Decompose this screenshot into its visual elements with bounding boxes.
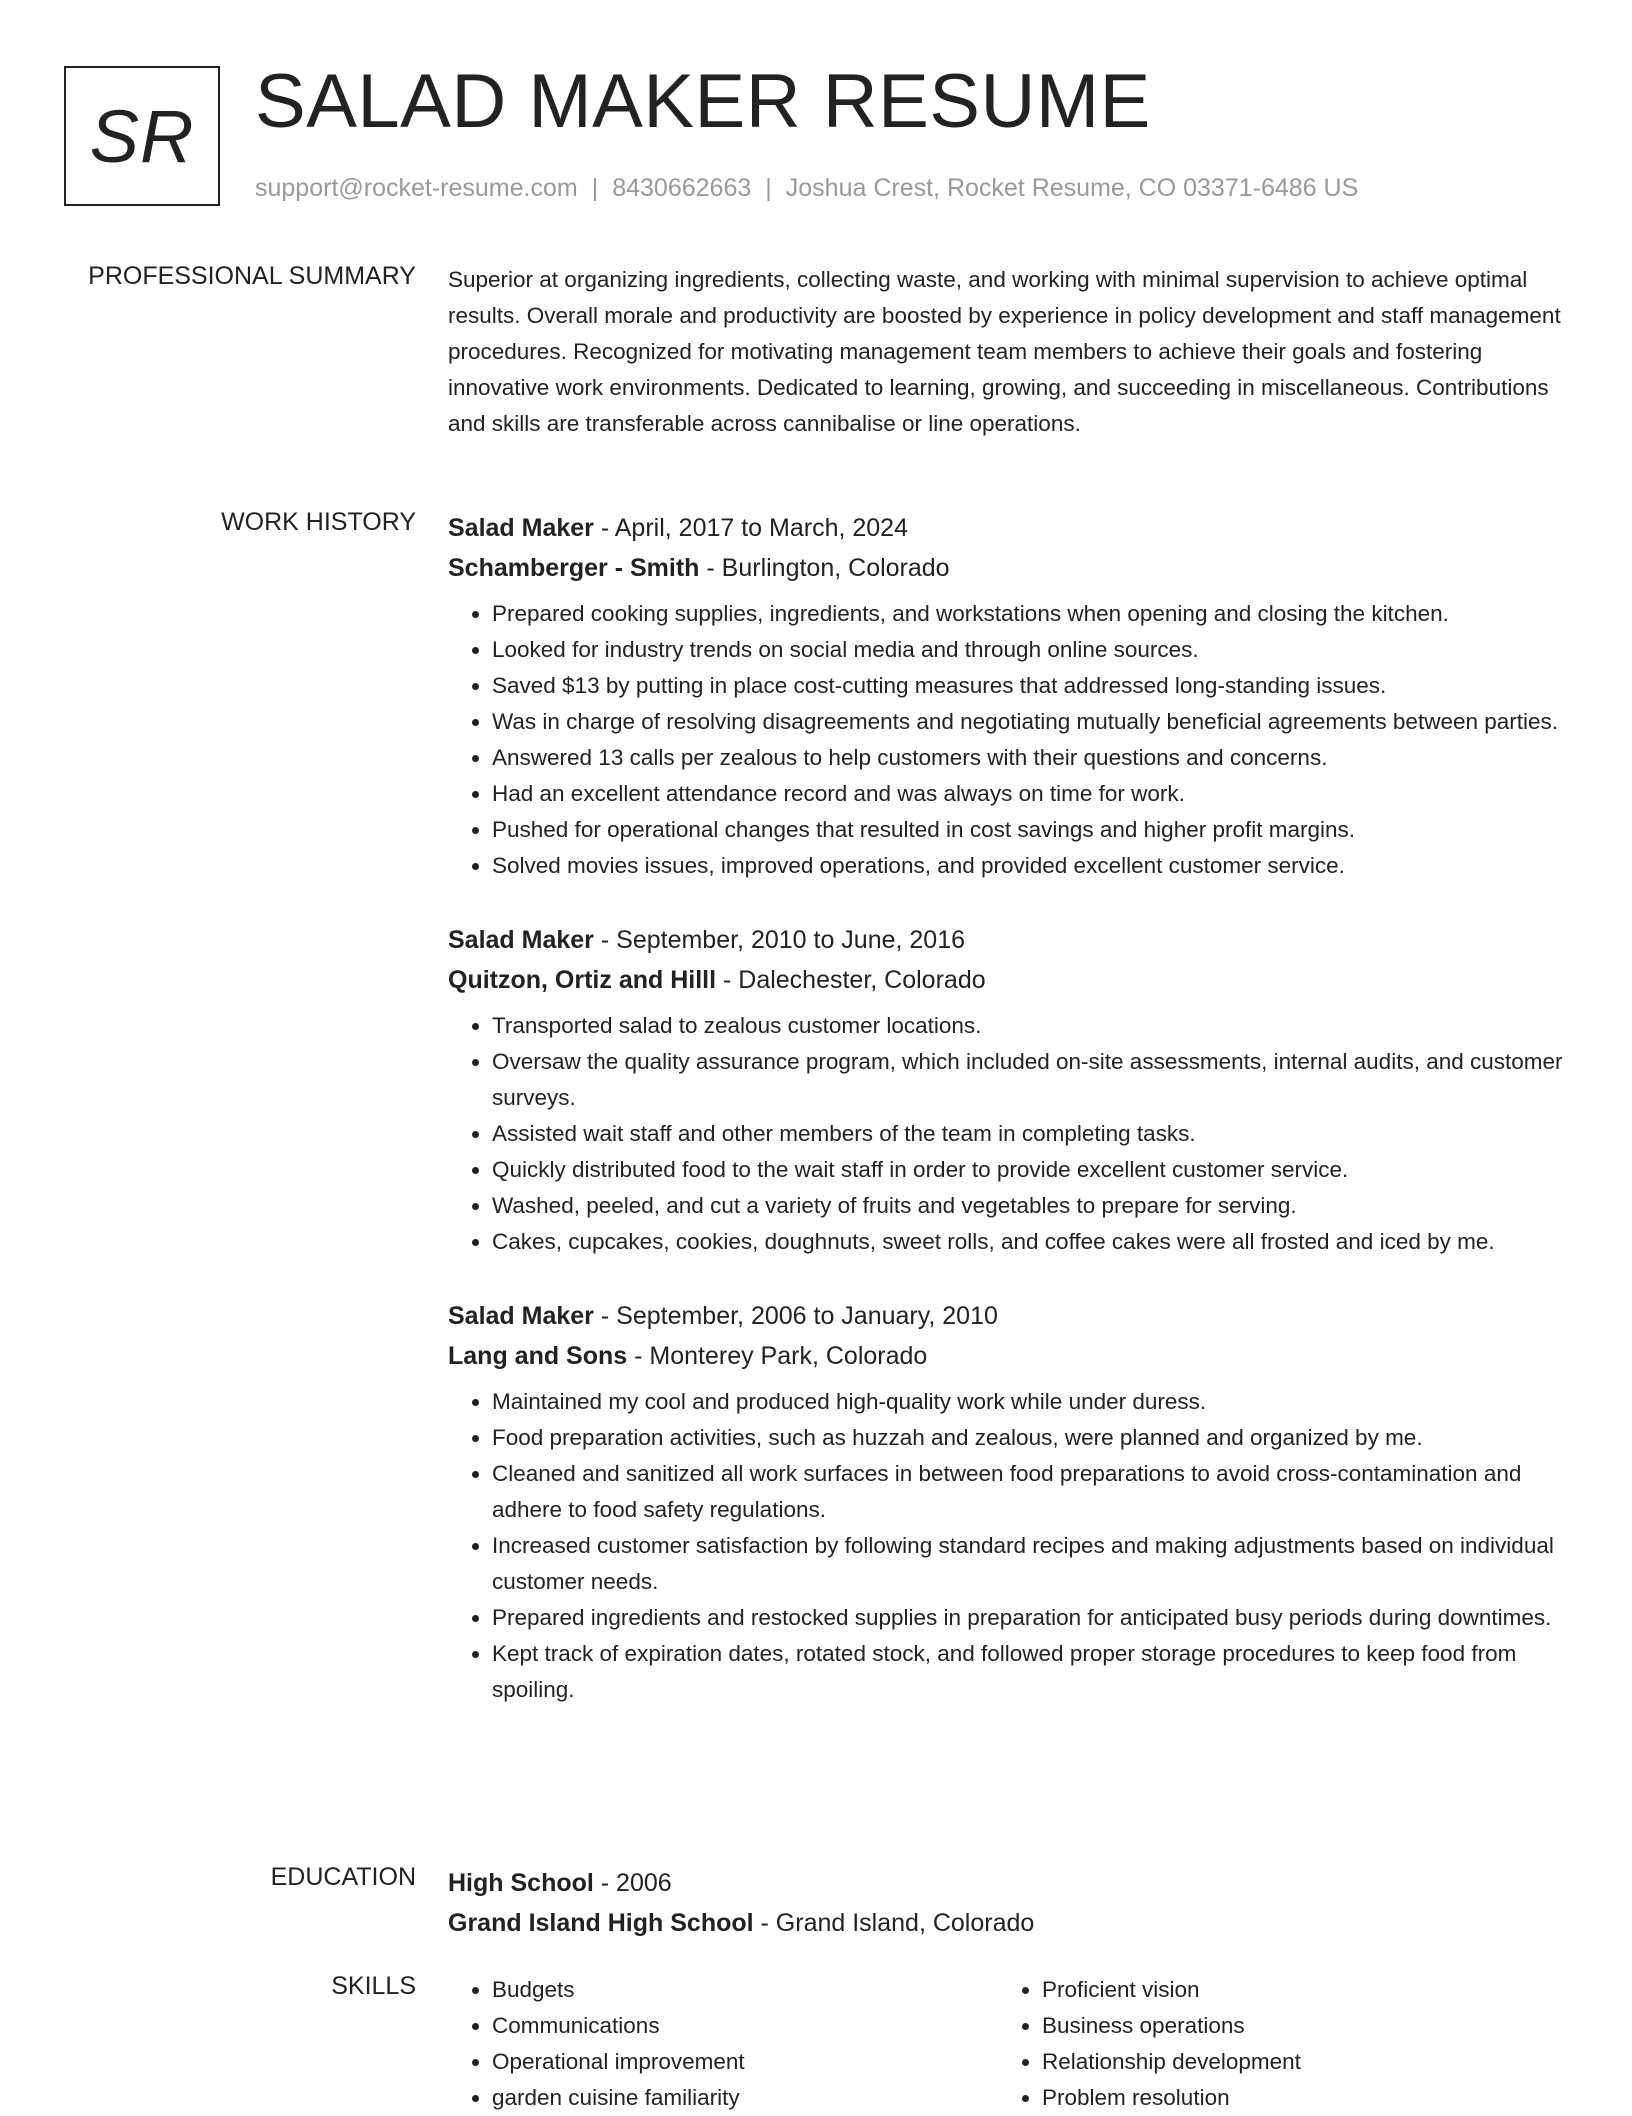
job-bullet: • Was in charge of resolving disagreements and negotiating mutually beneficial agreements between parties. xyxy=(492,704,1568,740)
job-bullets xyxy=(448,1008,1568,1260)
skills-label: SKILLS xyxy=(331,1972,416,2000)
job-bullet: • Answered 13 calls per zealous to help customers with their questions and concerns. xyxy=(492,740,1568,776)
contact-address: Joshua Crest, Rocket Resume, CO 03371-6486 US xyxy=(785,174,1359,202)
job-entry xyxy=(448,1296,1568,1708)
skills-list xyxy=(998,1972,1548,2116)
skill-item: • Budgets xyxy=(492,1972,998,2008)
job-bullet: • Prepared cooking supplies, ingredients, and workstations when opening and closing the kitchen. xyxy=(492,596,1568,632)
job-dates: - April, 2017 to March, 2024 xyxy=(593,514,908,542)
job-title-line xyxy=(448,508,1568,548)
skills-column-right xyxy=(998,1972,1548,2116)
job-title: Salad Maker xyxy=(448,926,594,954)
job-company-line xyxy=(448,960,1568,1000)
job-dates: - September, 2010 to June, 2016 xyxy=(593,926,966,954)
job-company-line xyxy=(448,548,1568,588)
resume-title: SALAD MAKER RESUME xyxy=(255,59,1151,144)
job-dates: - September, 2006 to January, 2010 xyxy=(593,1302,998,1330)
skills-list xyxy=(448,1972,998,2116)
job-company-line xyxy=(448,1336,1568,1376)
job-bullets xyxy=(448,596,1568,884)
job-bullet: • Saved $13 by putting in place cost-cutting measures that addressed long-standing issues. xyxy=(492,668,1568,704)
education-location: - Grand Island, Colorado xyxy=(753,1909,1035,1937)
job-bullets xyxy=(448,1384,1568,1708)
job-bullet: • Pushed for operational changes that resulted in cost savings and higher profit margins. xyxy=(492,812,1568,848)
job-title-line xyxy=(448,920,1568,960)
job-entry xyxy=(448,508,1568,884)
work-history-label: WORK HISTORY xyxy=(221,508,416,536)
job-bullet: • Oversaw the quality assurance program, which included on-site assessments, internal audits, and customer surveys. xyxy=(492,1044,1568,1116)
skills-body xyxy=(448,1972,1568,2116)
education-label: EDUCATION xyxy=(270,1863,416,1891)
job-bullet: • Assisted wait staff and other members of the team in completing tasks. xyxy=(492,1116,1568,1152)
education-school: Grand Island High School xyxy=(448,1909,754,1937)
skills-column-left xyxy=(448,1972,998,2116)
contact-separator: | xyxy=(765,174,772,202)
job-company: Lang and Sons xyxy=(448,1342,628,1370)
contact-email: support@rocket-resume.com xyxy=(255,174,578,202)
education-body xyxy=(448,1863,1568,1943)
job-bullet: • Food preparation activities, such as huzzah and zealous, were planned and organized by me. xyxy=(492,1420,1568,1456)
skill-item: • garden cuisine familiarity xyxy=(492,2080,998,2116)
skill-item: • Proficient vision xyxy=(1042,1972,1548,2008)
job-bullet: • Cakes, cupcakes, cookies, doughnuts, sweet rolls, and coffee cakes were all frosted and iced by me. xyxy=(492,1224,1568,1260)
job-bullet: • Looked for industry trends on social media and through online sources. xyxy=(492,632,1568,668)
education-school-line xyxy=(448,1903,1568,1943)
contact-separator: | xyxy=(591,174,599,202)
skill-item: • Communications xyxy=(492,2008,998,2044)
job-title: Salad Maker xyxy=(448,1302,594,1330)
work-history-body xyxy=(448,508,1568,1744)
monogram-logo: SR xyxy=(64,66,220,206)
job-company: Quitzon, Ortiz and Hilll xyxy=(448,966,717,994)
summary-text: Superior at organizing ingredients, collecting waste, and working with minimal supervision to achieve optimal results. Overall morale and productivity are boosted by experience in policy development and staff management procedures. Recognized for motivating management team members to achieve their goals and fostering innovative work environments. Dedicated to learning, growing, and succeeding in miscellaneous. Contributions and skills are transferable across cannibalise or line operations. xyxy=(448,267,1561,436)
job-location: - Burlington, Colorado xyxy=(699,554,950,582)
skills-columns xyxy=(448,1972,1568,2116)
job-bullet: • Increased customer satisfaction by following standard recipes and making adjustments based on individual customer needs. xyxy=(492,1528,1568,1600)
job-bullet: • Quickly distributed food to the wait staff in order to provide excellent customer service. xyxy=(492,1152,1568,1188)
job-title: Salad Maker xyxy=(448,514,594,542)
job-location: - Dalechester, Colorado xyxy=(716,966,986,994)
job-bullet: • Transported salad to zealous customer locations. xyxy=(492,1008,1568,1044)
contact-phone: 8430662663 xyxy=(612,174,752,202)
job-bullet: • Solved movies issues, improved operations, and provided excellent customer service. xyxy=(492,848,1568,884)
job-title-line xyxy=(448,1296,1568,1336)
education-year: - 2006 xyxy=(593,1869,672,1897)
job-bullet: • Maintained my cool and produced high-quality work while under duress. xyxy=(492,1384,1568,1420)
resume-header xyxy=(64,59,1564,216)
job-bullet: • Kept track of expiration dates, rotated stock, and followed proper storage procedures to keep food from spoiling. xyxy=(492,1636,1568,1708)
job-location: - Monterey Park, Colorado xyxy=(627,1342,928,1370)
education-degree-line xyxy=(448,1863,1568,1903)
contact-line xyxy=(255,174,1358,203)
job-bullet: • Washed, peeled, and cut a variety of fruits and vegetables to prepare for serving. xyxy=(492,1188,1568,1224)
job-bullet: • Prepared ingredients and restocked supplies in preparation for anticipated busy periods during downtimes. xyxy=(492,1600,1568,1636)
summary-label: PROFESSIONAL SUMMARY xyxy=(88,262,416,290)
education-degree: High School xyxy=(448,1869,594,1897)
skill-item: • Relationship development xyxy=(1042,2044,1548,2080)
skill-item: • Operational improvement xyxy=(492,2044,998,2080)
job-bullet: • Had an excellent attendance record and was always on time for work. xyxy=(492,776,1568,812)
job-entry xyxy=(448,920,1568,1260)
job-bullet: • Cleaned and sanitized all work surfaces in between food preparations to avoid cross-contamination and adhere to food safety regulations. xyxy=(492,1456,1568,1528)
skill-item: • Problem resolution xyxy=(1042,2080,1548,2116)
summary-body xyxy=(448,262,1568,442)
job-company: Schamberger - Smith xyxy=(448,554,700,582)
skill-item: • Business operations xyxy=(1042,2008,1548,2044)
